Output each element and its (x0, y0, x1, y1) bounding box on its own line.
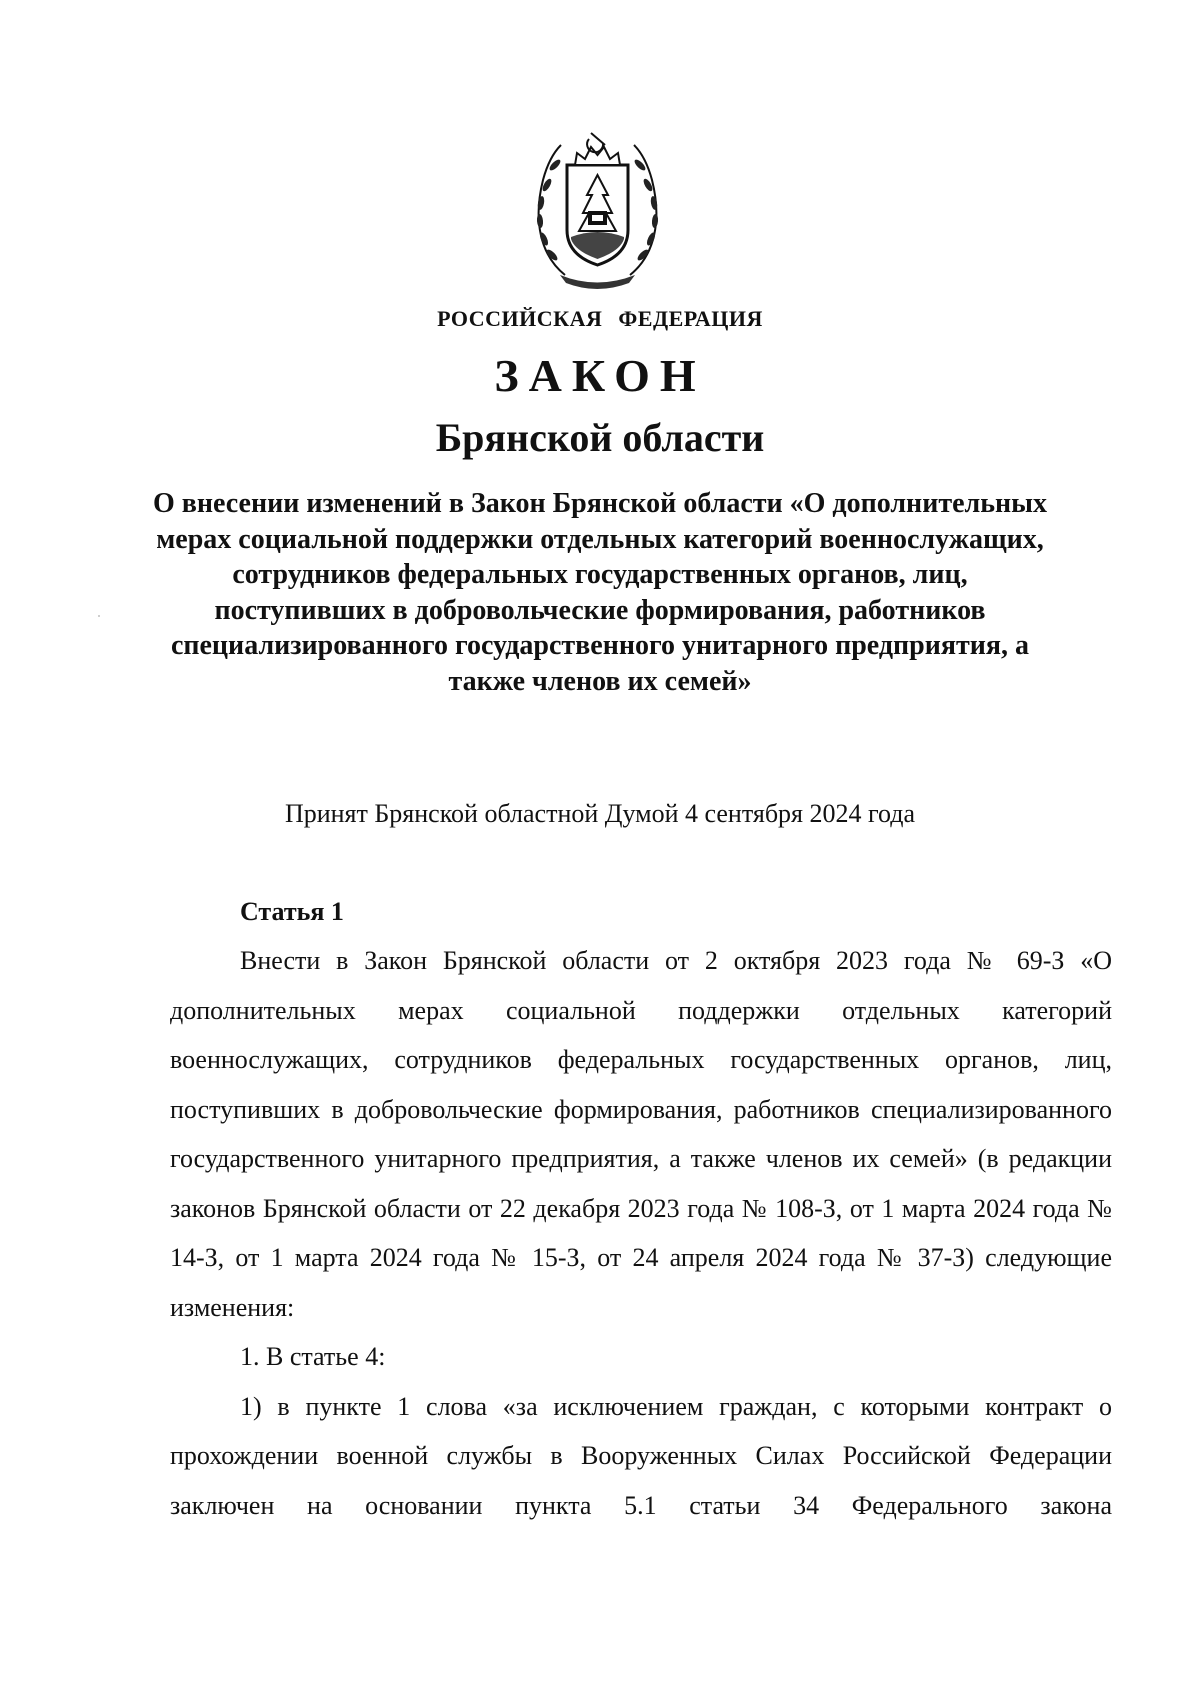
article-paragraph: Внести в Закон Брянской области от 2 октября 2023 года № 69-З «О дополнительных мерах социальной поддержки отдельных категорий военнослужащих, сотрудников федеральных государственных органов, лиц, поступивших в добровольческие формирования, работников специализированного государственного унитарного предприятия, а также членов их семей» (в редакции законов Брянской области от 22 декабря 2023 года № 108-З, от 1 марта 2024 года № 14-З, от 1 марта 2024 года № 15-З, от 24 апреля 2024 года № 37-З) следующие изменения: (170, 946, 1112, 1322)
region-heading: Брянской области (435, 415, 765, 460)
country-heading: РОССИЙСКАЯ ФЕДЕРАЦИЯ (437, 306, 763, 331)
law-heading: ЗАКОН (494, 350, 706, 401)
article-paragraph: 1. В статье 4: (240, 1342, 386, 1371)
article-body (170, 936, 1112, 1530)
article-heading: Статья 1 (240, 897, 344, 926)
law-title: О внесении изменений в Закон Брянской области «О дополнительных мерах социальной поддержки отдельных категорий военнослужащих, сотрудников федеральных государственных органов, лиц, поступивших в добровольческие формирования, работников специализированного государственного унитарного предприятия, а также членов их семей» (152, 488, 1048, 697)
adoption-line: Принят Брянской областной Думой 4 сентября 2024 года (284, 799, 916, 828)
article-paragraph: 1) в пункте 1 слова «за исключением граждан, с которыми контракт о прохождении военной службы в Вооруженных Силах Российской Федерации заключен на основании пункта 5.1 статьи 34 Федерального закона (170, 1391, 1112, 1520)
coat-of-arms-icon (525, 125, 670, 290)
scan-speck (98, 615, 100, 617)
